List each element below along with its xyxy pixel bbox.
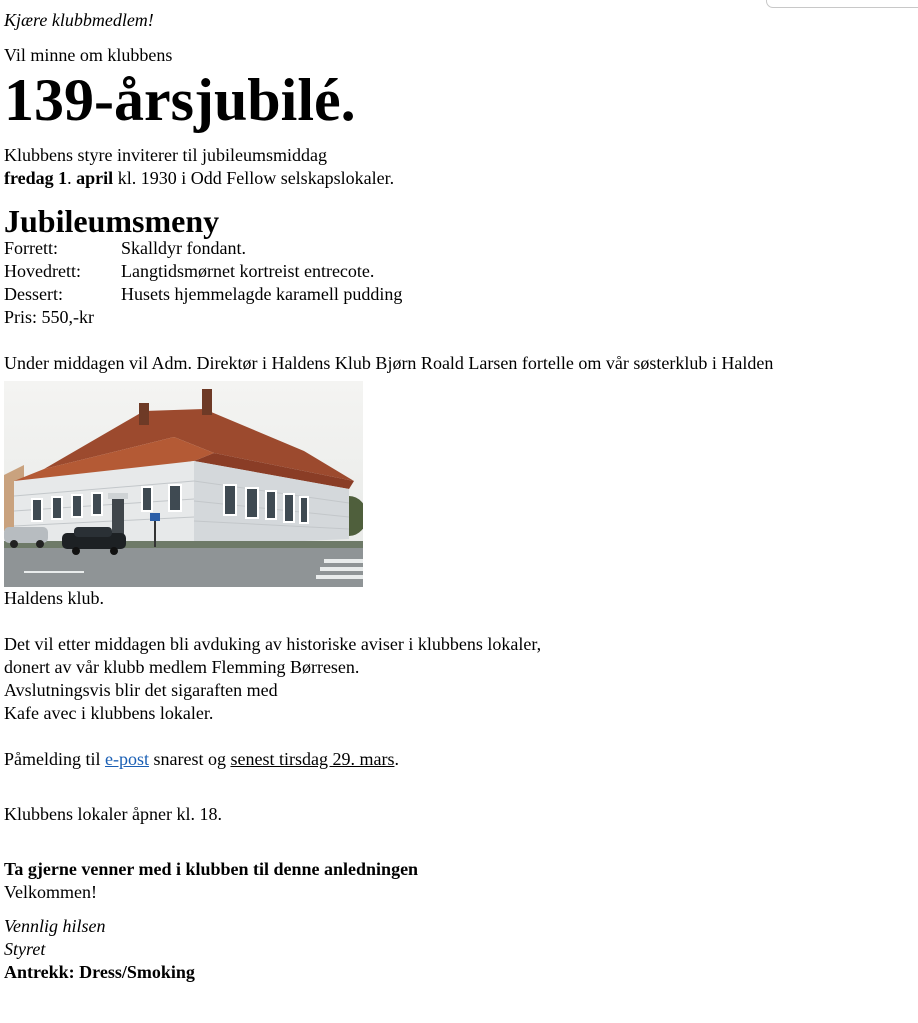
invitation-line1: Klubbens styre inviterer til jubileumsmiddag — [4, 145, 327, 165]
headline: 139-årsjubilé. — [4, 67, 356, 133]
signup-deadline: senest tirsdag 29. mars — [230, 749, 395, 769]
invitation-day: fredag 1 — [4, 168, 68, 188]
signup-prefix: Påmelding til — [4, 749, 105, 769]
after-dinner-line: Avslutningsvis blir det sigaraften med — [4, 680, 278, 700]
menu-price: Pris: 550,-kr — [4, 307, 94, 327]
invitation-month: april — [76, 168, 114, 188]
opening-time: Klubbens lokaler åpner kl. 18. — [4, 804, 222, 824]
course-dish: Skalldyr fondant. — [121, 238, 246, 258]
welcome-text: Velkommen! — [4, 882, 97, 902]
menu-title: Jubileumsmeny — [4, 203, 220, 239]
course-dish: Husets hjemmelagde karamell pudding — [121, 284, 403, 304]
speech-note: Under middagen vil Adm. Direktør i Haldens Klub Bjørn Roald Larsen fortelle om vår søsterklub i Halden — [4, 353, 774, 373]
invitation-rest: kl. 1930 i Odd Fellow selskapslokaler. — [113, 168, 395, 188]
signup-text — [4, 748, 914, 771]
course-label: Dessert: — [4, 284, 63, 304]
signup-middle: snarest og — [149, 749, 231, 769]
menu-row — [4, 283, 402, 306]
corner-tab — [766, 0, 918, 8]
course-dish: Langtidsmørnet kortreist entrecote. — [121, 261, 375, 281]
invitation-sep: . — [67, 168, 77, 188]
regards: Vennlig hilsen — [4, 916, 106, 936]
signature: Styret — [4, 939, 46, 959]
signup-suffix: . — [394, 749, 399, 769]
reminder: Vil minne om klubbens — [4, 45, 173, 65]
after-dinner-text — [4, 633, 914, 725]
bring-friends: Ta gjerne venner med i klubben til denne anledningen — [4, 859, 419, 879]
email-link[interactable]: e-post — [105, 749, 149, 769]
photo-caption: Haldens klub. — [4, 588, 104, 608]
invitation — [4, 144, 914, 190]
newsletter — [4, 9, 914, 984]
dress-code: Antrekk: Dress/Smoking — [4, 962, 195, 982]
after-dinner-line: Kafe avec i klubbens lokaler. — [4, 703, 214, 723]
course-label: Hovedrett: — [4, 261, 81, 281]
menu-table — [4, 237, 402, 306]
menu-row — [4, 260, 402, 283]
menu-row — [4, 237, 402, 260]
course-label: Forrett: — [4, 238, 58, 258]
haldens-klub-photo — [4, 381, 363, 587]
greeting: Kjære klubbmedlem! — [4, 10, 154, 30]
after-dinner-line: Det vil etter middagen bli avduking av historiske aviser i klubbens lokaler, — [4, 634, 542, 654]
after-dinner-line: donert av vår klubb medlem Flemming Børresen. — [4, 657, 360, 677]
